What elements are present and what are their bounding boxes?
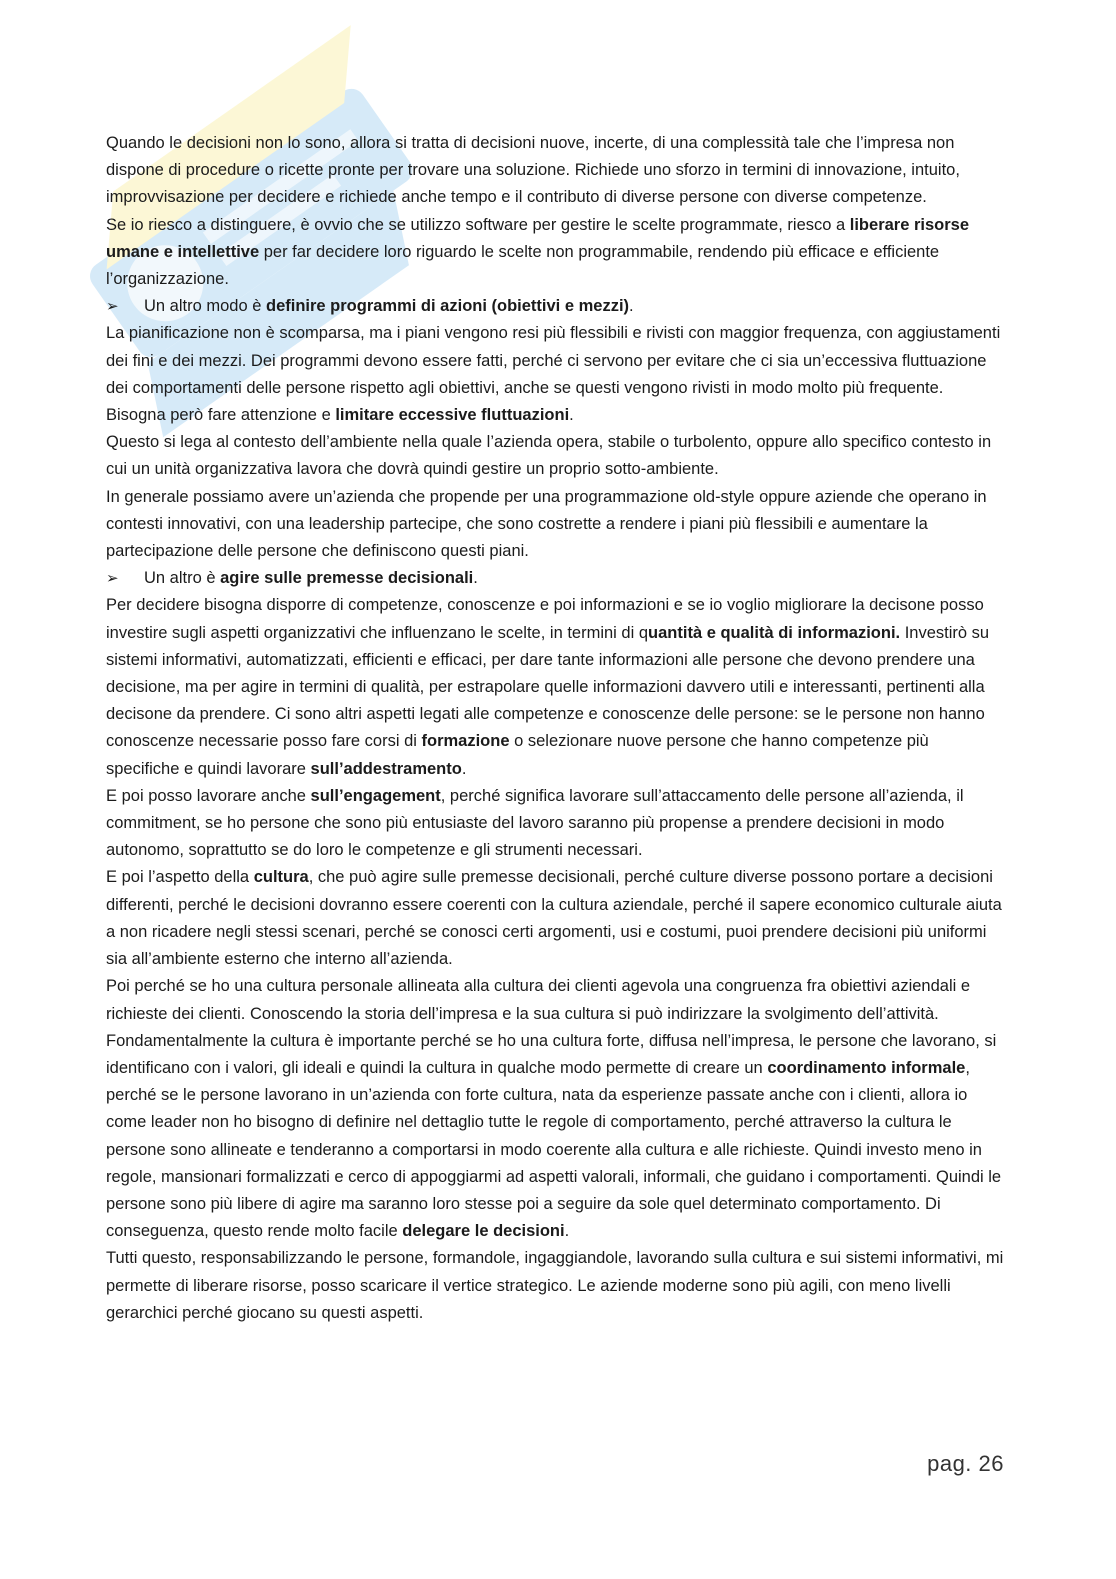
paragraph: Quando le decisioni non lo sono, allora si tratta di decisioni nuove, incerte, di una complessità tale che l’impresa non dispone di procedure o ricette pronte per trovare una soluzione. Richiede uno sforzo in termini di innovazione, intuito, improvvisazione per decidere e richiede anche tempo e il contributo di diverse persone con diverse competenze.	[106, 134, 960, 207]
paragraph: La pianificazione non è scomparsa, ma i piani vengono resi più flessibili e rivisti con maggior frequenza, con aggiustamenti dei fini e dei mezzi. Dei programmi devono essere fatti, perché ci servono per evitare che ci sia un’eccessiva fluttuazione dei comportamenti delle persone rispetto agli obiettivi, anche se questi vengono rivisti in modo molto più frequente. Bisogna però fare attenzione e limitare eccessive fluttuazioni.	[106, 324, 1001, 425]
paragraph: Tutti questo, responsabilizzando le persone, formandole, ingaggiandole, lavorando sulla cultura e sui sistemi informativi, mi permette di liberare risorse, posso scaricare il vertice strategico. Le aziende moderne sono più agili, con meno livelli gerarchici perché giocano su questi aspetti.	[106, 1249, 1004, 1322]
paragraph: Questo si lega al contesto dell’ambiente nella quale l’azienda opera, stabile o turbolento, oppure allo specifico contesto in cui un unità organizzativa lavora che dovrà quindi gestire un proprio sotto-ambiente.	[106, 433, 992, 479]
paragraph: Per decidere bisogna disporre di competenze, conoscenze e poi informazioni e se io voglio migliorare la decisone posso investire sugli aspetti organizzativi che influenzano le scelte, in termini di quantità e qualità di informazioni. Investirò su sistemi informativi, automatizzati, efficienti e efficaci, per dare tante informazioni alle persone che devono prendere una decisione, ma per agire in termini di qualità, per estrapolare quelle informazioni davvero utili e interessanti, pertinenti alla decisone da prendere. Ci sono altri aspetti legati alle competenze e conoscenze delle persone: se le persone non hanno conoscenze necessarie posso fare corsi di formazione o selezionare nuove persone che hanno competenze più specifiche e quindi lavorare sull’addestramento.	[106, 596, 990, 778]
bullet-item: ➢ Un altro modo è definire programmi di azioni (obiettivi e mezzi).	[106, 293, 1006, 320]
arrow-bullet-icon	[106, 293, 124, 320]
paragraph: Poi perché se ho una cultura personale allineata alla cultura dei clienti agevola una congruenza fra obiettivi aziendali e richieste dei clienti. Conoscendo la storia dell’impresa e la sua cultura si può indirizzare la svolgimento dell’attività.	[106, 977, 971, 1023]
document-body	[106, 130, 1006, 1327]
paragraph: Se io riesco a distinguere, è ovvio che se utilizzo software per gestire le scelte programmate, riesco a liberare risorse umane e intellettive per far decidere loro riguardo le scelte non programmabile, rendendo più efficace e efficiente l’organizzazione.	[106, 215, 970, 289]
paragraph: Fondamentalmente la cultura è importante perché se ho una cultura forte, diffusa nell’impresa, le persone che lavorano, si identificano con i valori, gli ideali e quindi la cultura in qualche modo permette di creare un coordinamento informale, perché se le persone lavorano in un’azienda con forte cultura, nata da esperienze passate anche con i clienti, allora io come leader non ho bisogno di definire nel dettaglio tutte le regole di comportamento, perché attraverso la cultura le persone sono allineate e tenderanno a comportarsi in modo coerente alla cultura e alle richieste. Quindi investo meno in regole, mansionari formalizzati e cerco di appoggiarmi ad aspetti valorali, informali, che guidano i comportamenti. Quindi le persone sono più libere di agire ma saranno loro stesse poi a seguire da sole quel determinato comportamento. Di conseguenza, questo rende molto facile delegare le decisioni.	[106, 1031, 1002, 1241]
paragraph: E poi posso lavorare anche sull’engagement, perché significa lavorare sull’attaccamento delle persone all’azienda, il commitment, se ho persone che sono più entusiaste del lavoro saranno più propense a prendere decisioni in modo autonomo, soprattutto se do loro le competenze e gli strumenti necessari.	[106, 786, 964, 860]
page-number: pag. 26	[927, 1451, 1004, 1476]
paragraph: In generale possiamo avere un’azienda che propende per una programmazione old-style oppure aziende che operano in contesti innovativi, con una leadership partecipe, che sono costrette a rendere i piani più flessibili e aumentare la partecipazione delle persone che definiscono questi piani.	[106, 487, 987, 561]
bullet-item: ➢ Un altro è agire sulle premesse decisionali.	[106, 565, 1006, 592]
paragraph: E poi l’aspetto della cultura, che può agire sulle premesse decisionali, perché culture diverse possono portare a decisioni differenti, perché le decisioni dovranno essere coerenti con la cultura aziendale, perché il sapere economico culturale aiuta a non ricadere negli stessi scenari, perché se conosci certi argomenti, usi e costumi, puoi prendere decisioni più uniformi sia all’ambiente esterno che interno all’azienda.	[106, 868, 1002, 969]
arrow-bullet-icon	[106, 565, 124, 592]
